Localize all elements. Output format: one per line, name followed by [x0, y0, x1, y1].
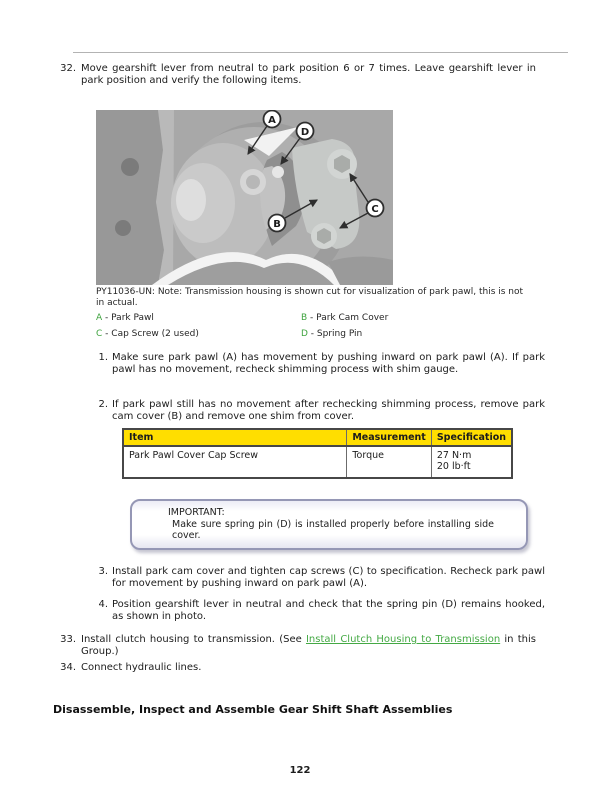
- substep-2: [96, 399, 545, 423]
- spec-value-imperial: 20 lb·ft: [436, 461, 471, 472]
- table-cell-measurement: Torque: [347, 446, 432, 478]
- important-text: Make sure spring pin (D) is installed properly before installing side cover.: [172, 519, 494, 541]
- step-number: 32.: [60, 63, 76, 74]
- step-number: 34.: [60, 662, 76, 673]
- figure-legend: [96, 310, 536, 342]
- substep-number: 2.: [98, 399, 108, 410]
- step-text: Install clutch housing to transmission. (See Install Clutch Housing to Transmission in this Group.): [81, 634, 536, 657]
- substep-text: Position gearshift lever in neutral and check that the spring pin (D) remains hooked, as shown in photo.: [112, 599, 545, 622]
- legend-item-b: B - Park Cam Cover: [301, 313, 389, 323]
- table-header-specification: Specification: [431, 429, 512, 446]
- substep-4: [96, 599, 545, 623]
- table-cell-specification: [431, 446, 512, 478]
- step-text: Connect hydraulic lines.: [81, 662, 202, 673]
- callout-c-label: C: [371, 203, 379, 215]
- legend-label: Park Cam Cover: [316, 313, 389, 323]
- table-cell-item: Park Pawl Cover Cap Screw: [123, 446, 347, 478]
- legend-letter: A: [96, 313, 103, 323]
- important-box: [130, 499, 528, 550]
- substep-text: Make sure park pawl (A) has movement by pushing inward on park pawl (A). If park pawl has no movement, recheck shimming process with shim gauge.: [112, 352, 545, 375]
- install-clutch-housing-link[interactable]: Install Clutch Housing to Transmission: [305, 634, 501, 645]
- substep-number: 3.: [98, 566, 108, 577]
- substep-number: 1.: [98, 352, 108, 363]
- substep-1: [96, 352, 545, 376]
- legend-letter: C: [96, 329, 103, 339]
- legend-label: Cap Screw (2 used): [111, 329, 199, 339]
- header-divider: [73, 52, 568, 53]
- transmission-cutaway-graphic: [96, 110, 393, 285]
- legend-label: Spring Pin: [316, 329, 363, 339]
- callout-b-label: B: [273, 218, 281, 230]
- substep-text: If park pawl still has no movement after rechecking shimming process, remove park cam cover (B) and remove one shim from cover.: [112, 399, 545, 422]
- figure-park-pawl-illustration: [96, 110, 393, 285]
- substep-3: [96, 566, 545, 590]
- step-number: 33.: [60, 634, 76, 645]
- callout-a-label: A: [268, 114, 276, 126]
- step-text: Move gearshift lever from neutral to park position 6 or 7 times. Leave gearshift lever in park position and verify the following items.: [81, 63, 536, 86]
- figure-caption: PY11036-UN: Note: Transmission housing is shown cut for visualization of park pawl, this is not in actual.: [96, 287, 524, 308]
- section-heading: Disassemble, Inspect and Assemble Gear Shift Shaft Assemblies: [53, 703, 453, 716]
- legend-label: Park Pawl: [111, 313, 154, 323]
- legend-letter: B: [301, 313, 308, 323]
- page-number: 122: [289, 765, 311, 776]
- legend-item-a: A - Park Pawl: [96, 313, 154, 323]
- housing-wall: [96, 110, 164, 285]
- legend-letter: D: [301, 329, 308, 339]
- step-33: [57, 634, 536, 658]
- step-32: [57, 63, 536, 87]
- callout-d-label: D: [300, 126, 310, 138]
- table-row: [123, 446, 512, 478]
- substep-text: Install park cam cover and tighten cap screws (C) to specification. Recheck park pawl for movement by pushing inward on park pawl (A).: [112, 566, 545, 589]
- spec-value-metric: 27 N·m: [436, 450, 472, 461]
- torque-spec-table: [122, 428, 513, 479]
- important-title: IMPORTANT:: [168, 507, 225, 518]
- table-header-measurement: Measurement: [347, 429, 432, 446]
- legend-item-c: C - Cap Screw (2 used): [96, 329, 199, 339]
- table-header-row: [123, 429, 512, 446]
- step-34: [57, 662, 536, 674]
- substep-number: 4.: [98, 599, 108, 610]
- legend-item-d: D - Spring Pin: [301, 329, 363, 339]
- table-header-item: Item: [123, 429, 347, 446]
